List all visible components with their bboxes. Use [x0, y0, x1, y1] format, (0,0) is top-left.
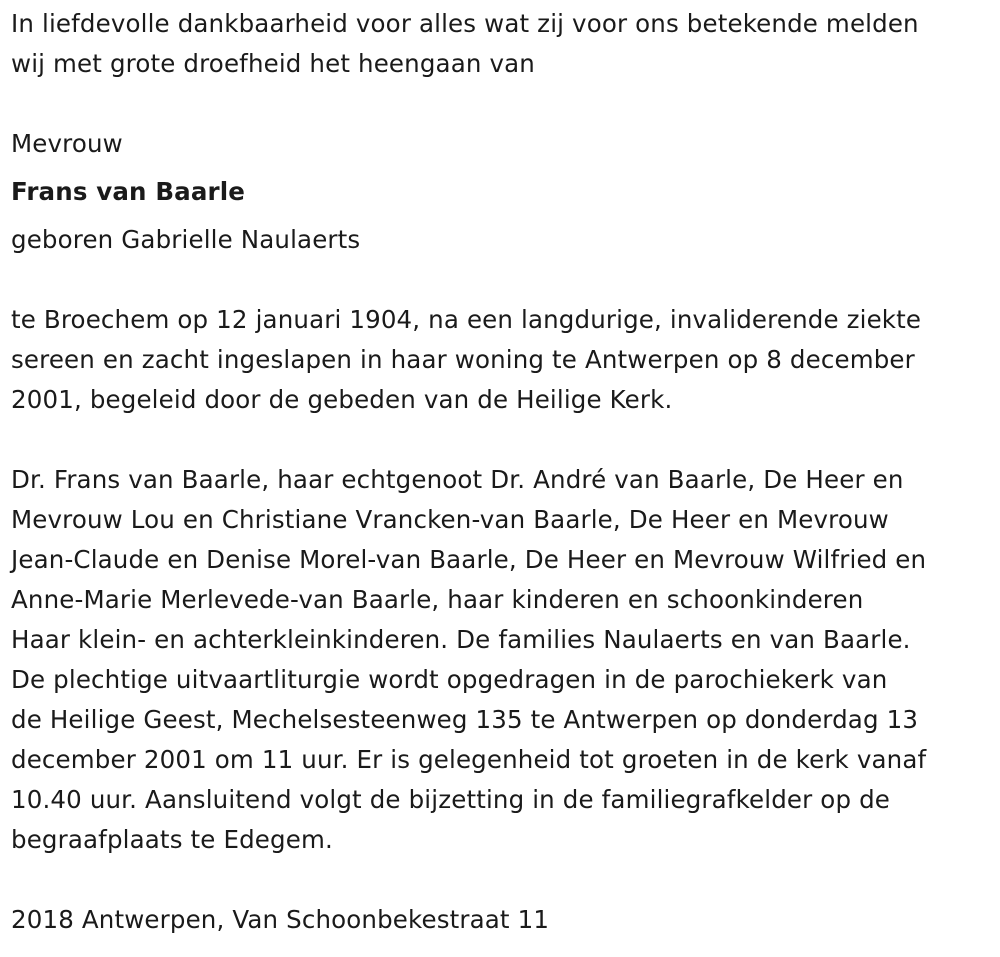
family-and-funeral-text: Dr. Frans van Baarle, haar echtgenoot Dr. André van Baarle, De Heer en Mevrouw Lou en Christiane Vrancken-van Baarle, De Heer en Mevrouw Jean-Claude en Denise Morel-van Baarle, De Heer en Mevrouw Wilfried en Anne-Marie Merlevede-van Baarle, haar kinderen en schoonkinderen Haar klein- en achterkleinkinderen. De families Naulaerts en van Baarle. De plechtige uitvaartliturgie wordt opgedragen in de parochiekerk van de Heilige Geest, Mechelsesteenweg 135 te Antwerpen op donderdag 13 december 2001 om 11 uur. Er is gelegenheid tot groeten in de kerk vanaf 10.40 uur. Aansluitend volgt de bijzetting in de familiegrafkelder op de begraafplaats te Edegem.	[11, 465, 927, 854]
birth-name: geboren Gabrielle Naulaerts	[11, 225, 361, 254]
spacer	[11, 212, 996, 220]
spacer	[11, 164, 996, 172]
obituary-notice	[11, 4, 996, 940]
spacer	[11, 84, 996, 124]
address: 2018 Antwerpen, Van Schoonbekestraat 11	[11, 905, 550, 934]
spacer	[11, 420, 996, 460]
spacer	[11, 860, 996, 900]
intro-text: In liefdevolle dankbaarheid voor alles wat zij voor ons betekende melden wij met grote droefheid het heengaan van	[11, 9, 919, 78]
salutation: Mevrouw	[11, 129, 123, 158]
deceased-name: Frans van Baarle	[11, 177, 246, 206]
spacer	[11, 260, 996, 300]
death-details: te Broechem op 12 januari 1904, na een langdurige, invaliderende ziekte sereen en zacht ingeslapen in haar woning te Antwerpen op 8 december 2001, begeleid door de gebeden van de Heilige Kerk.	[11, 305, 922, 414]
